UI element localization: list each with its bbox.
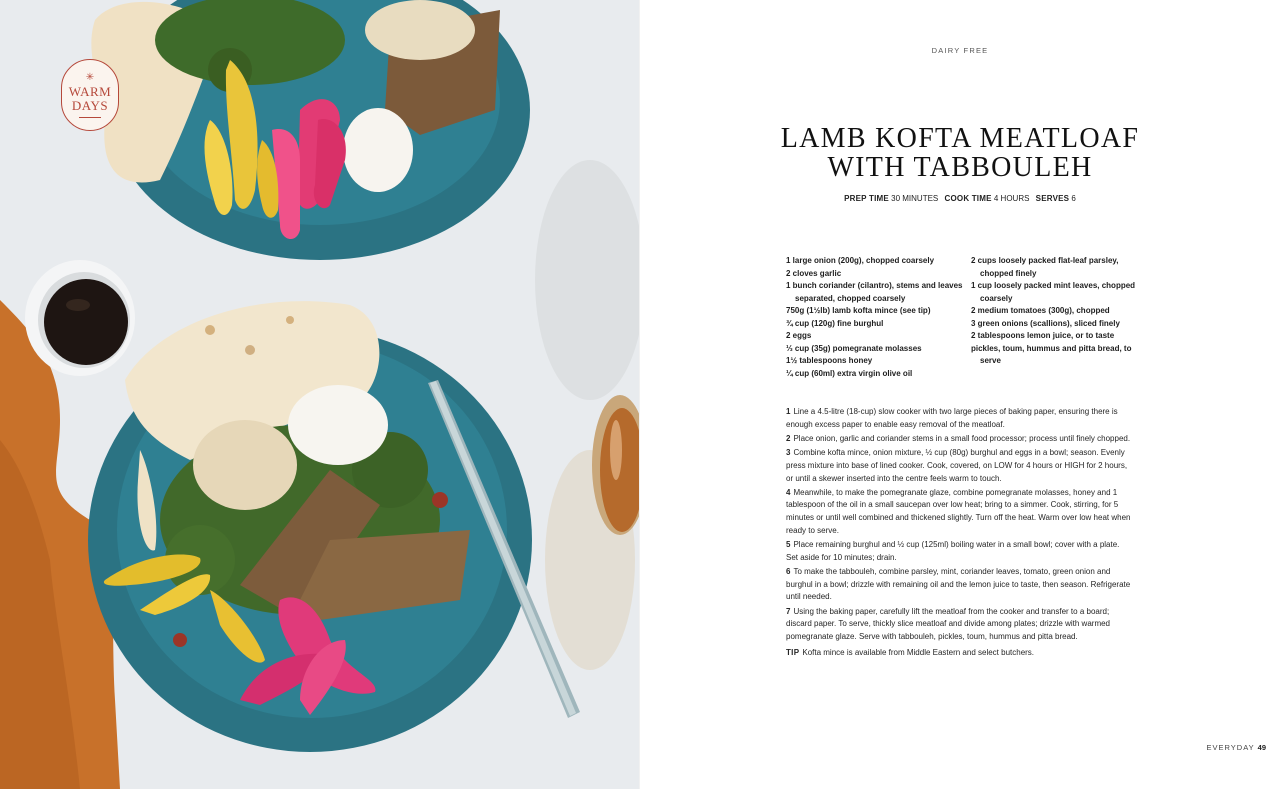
ingredient-item: ¾ cup (120g) fine burghul xyxy=(786,318,884,328)
ingredient-item: ⅓ cup (35g) pomegranate molasses xyxy=(786,343,922,353)
tip-label: TIP xyxy=(786,647,800,657)
step-text: Line a 4.5-litre (18-cup) slow cooker with two large pieces of baking paper, ensuring there is enough excess paper to enable easy removal of the meatloaf. xyxy=(786,407,1118,429)
cook-time-label: COOK TIME xyxy=(944,194,992,203)
method-step xyxy=(786,539,1131,564)
step-text: Combine kofta mince, onion mixture, ½ cup (80g) burghul and eggs in a bowl; season. Evenly press mixture into base of lined cooker. Cook, covered, on LOW for 4 hours or HIGH for 2 hours, or until a skewer inserted into the centre feels warm to touch. xyxy=(786,448,1128,483)
ingredient-item: pickles, toum, hummus and pitta bread, to serve xyxy=(971,343,1132,365)
step-number: 2 xyxy=(786,433,791,443)
page-number: 49 xyxy=(1257,743,1266,752)
step-text: To make the tabbouleh, combine parsley, mint, coriander leaves, tomato, green onion and burghul in a bowl; drizzle with remaining oil and the lemon juice to taste, then season. Refrigerate until needed. xyxy=(786,566,1131,602)
recipe-title-line-1: LAMB KOFTA MEATLOAF xyxy=(780,123,1140,154)
prep-time-value: 30 MINUTES xyxy=(891,194,939,203)
method-step xyxy=(786,406,1131,431)
badge-line-2: DAYS xyxy=(71,97,109,113)
step-number: 7 xyxy=(786,606,791,616)
tip-text: Kofta mince is available from Middle Eastern and select butchers. xyxy=(802,647,1035,657)
ingredients-column-1 xyxy=(786,255,971,380)
ingredient-item: ¼ cup (60ml) extra virgin olive oil xyxy=(786,368,913,378)
ingredient-item: 1 bunch coriander (cilantro), stems and leaves separated, chopped coarsely xyxy=(786,281,963,303)
step-text: Meanwhile, to make the pomegranate glaze, combine pomegranate molasses, honey and 1 tablespoon of the oil in a small saucepan over low heat; bring to a simmer. Cook, stirring, for 5 minutes or until well combined and thickened slightly. Turn off the heat. Warm over low heat when ready to serve. xyxy=(786,487,1131,535)
ingredient-item: 3 green onions (scallions), sliced finely xyxy=(971,318,1120,328)
recipe-title xyxy=(640,124,1280,182)
method-step xyxy=(786,566,1131,604)
prep-time-label: PREP TIME xyxy=(844,194,889,203)
step-text: Place onion, garlic and coriander stems in a small food processor; process until finely chopped. xyxy=(793,433,1131,443)
ingredient-item: 2 eggs xyxy=(786,331,812,340)
step-text: Place remaining burghul and ½ cup (125ml) boiling water in a small bowl; cover with a plate. Set aside for 10 minutes; drain. xyxy=(786,540,1120,562)
ingredient-item: 2 tablespoons lemon juice, or to taste xyxy=(971,331,1115,340)
ingredient-item: 2 cloves garlic xyxy=(786,268,842,278)
ingredient-item: 2 cups loosely packed flat-leaf parsley, chopped finely xyxy=(971,256,1119,278)
step-number: 3 xyxy=(786,448,791,458)
dietary-tag: DAIRY FREE xyxy=(931,46,989,55)
ingredients-column-2 xyxy=(971,255,1141,380)
ingredient-item: 2 medium tomatoes (300g), chopped xyxy=(971,306,1110,315)
page-folio xyxy=(1207,743,1267,752)
section-name: EVERYDAY xyxy=(1206,743,1255,752)
step-number: 6 xyxy=(786,566,791,576)
step-number: 1 xyxy=(786,407,791,416)
method-step xyxy=(786,447,1131,485)
step-number: 5 xyxy=(786,540,791,550)
step-text: Using the baking paper, carefully lift the meatloaf from the cooker and transfer to a board; discard paper. To serve, thickly slice meatloaf and divide among plates; drizzle with warmed pomegranate glaze. Serve with tabbouleh, pickles, toum, hummus and pitta bread. xyxy=(786,606,1111,641)
recipe-meta xyxy=(640,194,1280,203)
ingredient-item: 1 large onion (200g), chopped coarsely xyxy=(786,256,935,265)
cook-time-value: 4 HOURS xyxy=(993,194,1030,203)
recipe-page xyxy=(640,0,1280,789)
serves-label: SERVES xyxy=(1035,194,1070,203)
sun-icon: ✳ xyxy=(85,71,95,83)
ingredient-item: 1½ tablespoons honey xyxy=(786,356,873,365)
ingredient-item: 750g (1½lb) lamb kofta mince (see tip) xyxy=(786,306,931,315)
recipe-title-line-2: WITH TABBOULEH xyxy=(827,152,1093,183)
ingredient-item: 1 cup loosely packed mint leaves, chopped coarsely xyxy=(971,281,1136,303)
ingredients-list xyxy=(786,255,1146,380)
step-number: 4 xyxy=(786,487,791,497)
recipe-tip xyxy=(786,647,1131,660)
method-steps xyxy=(786,406,1131,661)
method-step xyxy=(786,487,1131,538)
method-step xyxy=(786,433,1131,446)
warm-days-badge xyxy=(61,59,119,131)
serves-value: 6 xyxy=(1071,194,1076,203)
method-step xyxy=(786,606,1131,644)
badge-rule xyxy=(79,117,101,118)
badge-line-1: WARM xyxy=(68,83,112,99)
